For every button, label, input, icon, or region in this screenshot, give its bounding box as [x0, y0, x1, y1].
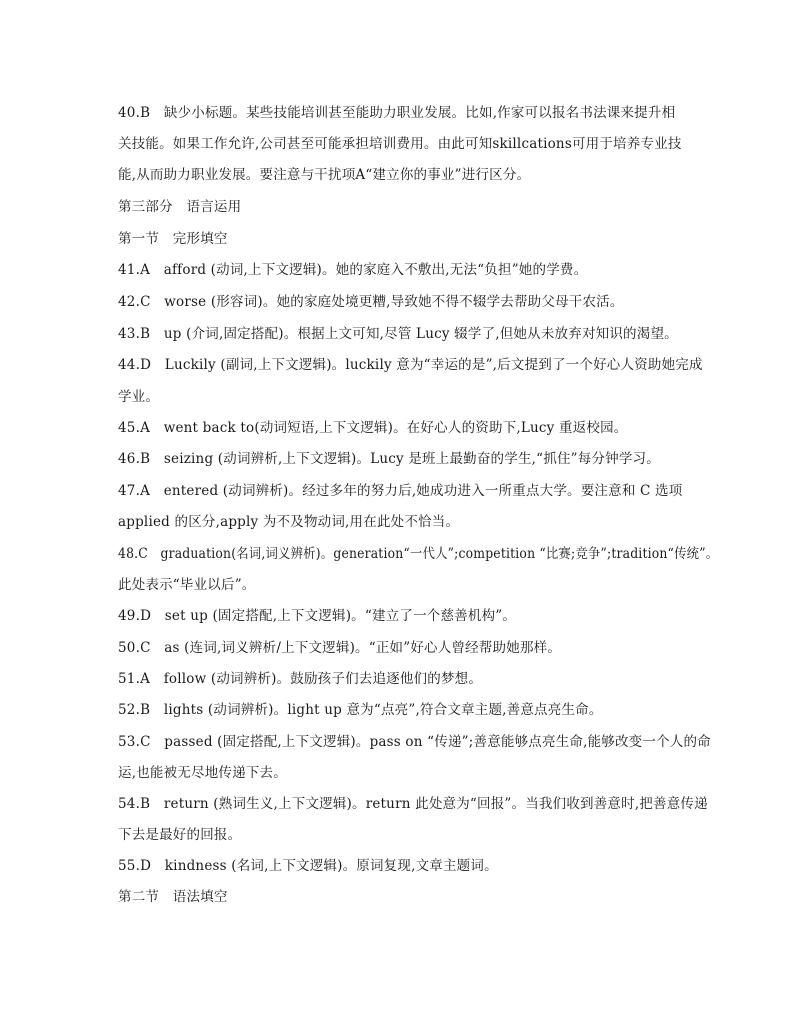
text-line: 40.B 缺少小标题。某些技能培训甚至能助力职业发展。比如,作家可以报名书法课来提升相 — [118, 105, 676, 121]
text-line: 46.B seizing (动词辨析,上下文逻辑)。Lucy 是班上最勤奋的学生,“抓住”每分钟学习。 — [118, 451, 660, 467]
text-line: applied 的区分,apply 为不及物动词,用在此处不恰当。 — [118, 514, 460, 530]
subsection-heading: 第二节 语法填空 — [118, 889, 228, 905]
text-line: 此处表示“毕业以后”。 — [118, 577, 256, 593]
text-line: 49.D set up (固定搭配,上下文逻辑)。“建立了一个慈善机构”。 — [118, 608, 517, 624]
section-heading: 第三部分 语言运用 — [118, 199, 242, 215]
text-line: 54.B return (熟词生义,上下文逻辑)。return 此处意为“回报”。当我们收到善意时,把善意传递 — [118, 796, 708, 812]
text-line: 45.A went back to(动词短语,上下文逻辑)。在好心人的资助下,Lucy 重返校园。 — [118, 420, 628, 436]
text-line: 运,也能被无尽地传递下去。 — [118, 765, 287, 781]
text-line: 51.A follow (动词辨析)。鼓励孩子们去追逐他们的梦想。 — [118, 671, 483, 687]
text-line: 47.A entered (动词辨析)。经过多年的努力后,她成功进入一所重点大学。要注意和 C 选项 — [118, 483, 683, 499]
text-line: 44.D Luckily (副词,上下文逻辑)。luckily 意为“幸运的是”,后文提到了一个好心人资助她完成 — [118, 357, 703, 373]
subsection-heading: 第一节 完形填空 — [118, 231, 228, 247]
text-line: 55.D kindness (名词,上下文逻辑)。原词复现,文章主题词。 — [118, 858, 498, 874]
text-line: 43.B up (介词,固定搭配)。根据上文可知,尽管 Lucy 辍学了,但她从未放弃对知识的渴望。 — [118, 326, 678, 342]
text-line: 52.B lights (动词辨析)。light up 意为“点亮”,符合文章主题,善意点亮生命。 — [118, 702, 603, 718]
text-line: 下去是最好的回报。 — [118, 827, 242, 843]
text-line: 42.C worse (形容词)。她的家庭处境更糟,导致她不得不辍学去帮助父母干农活。 — [118, 294, 624, 310]
text-line: 53.C passed (固定搭配,上下文逻辑)。pass on “传递”;善意能够点亮生命,能够改变一个人的命 — [118, 734, 711, 750]
text-line: 学业。 — [118, 389, 160, 405]
text-line: 关技能。如果工作允许,公司甚至可能承担培训费用。由此可知skillcations可用于培养专业技 — [118, 136, 682, 152]
text-line: 能,从而助力职业发展。要注意与干扰项A“建立你的事业”进行区分。 — [118, 167, 531, 183]
text-line: 48.C graduation(名词,词义辨析)。generation“一代人”;competition “比赛;竞争”;tradition“传统”。 — [118, 546, 719, 562]
text-line: 41.A afford (动词,上下文逻辑)。她的家庭入不敷出,无法“负担”她的学费。 — [118, 262, 588, 278]
text-line: 50.C as (连词,词义辨析/上下文逻辑)。“正如”好心人曾经帮助她那样。 — [118, 640, 562, 656]
